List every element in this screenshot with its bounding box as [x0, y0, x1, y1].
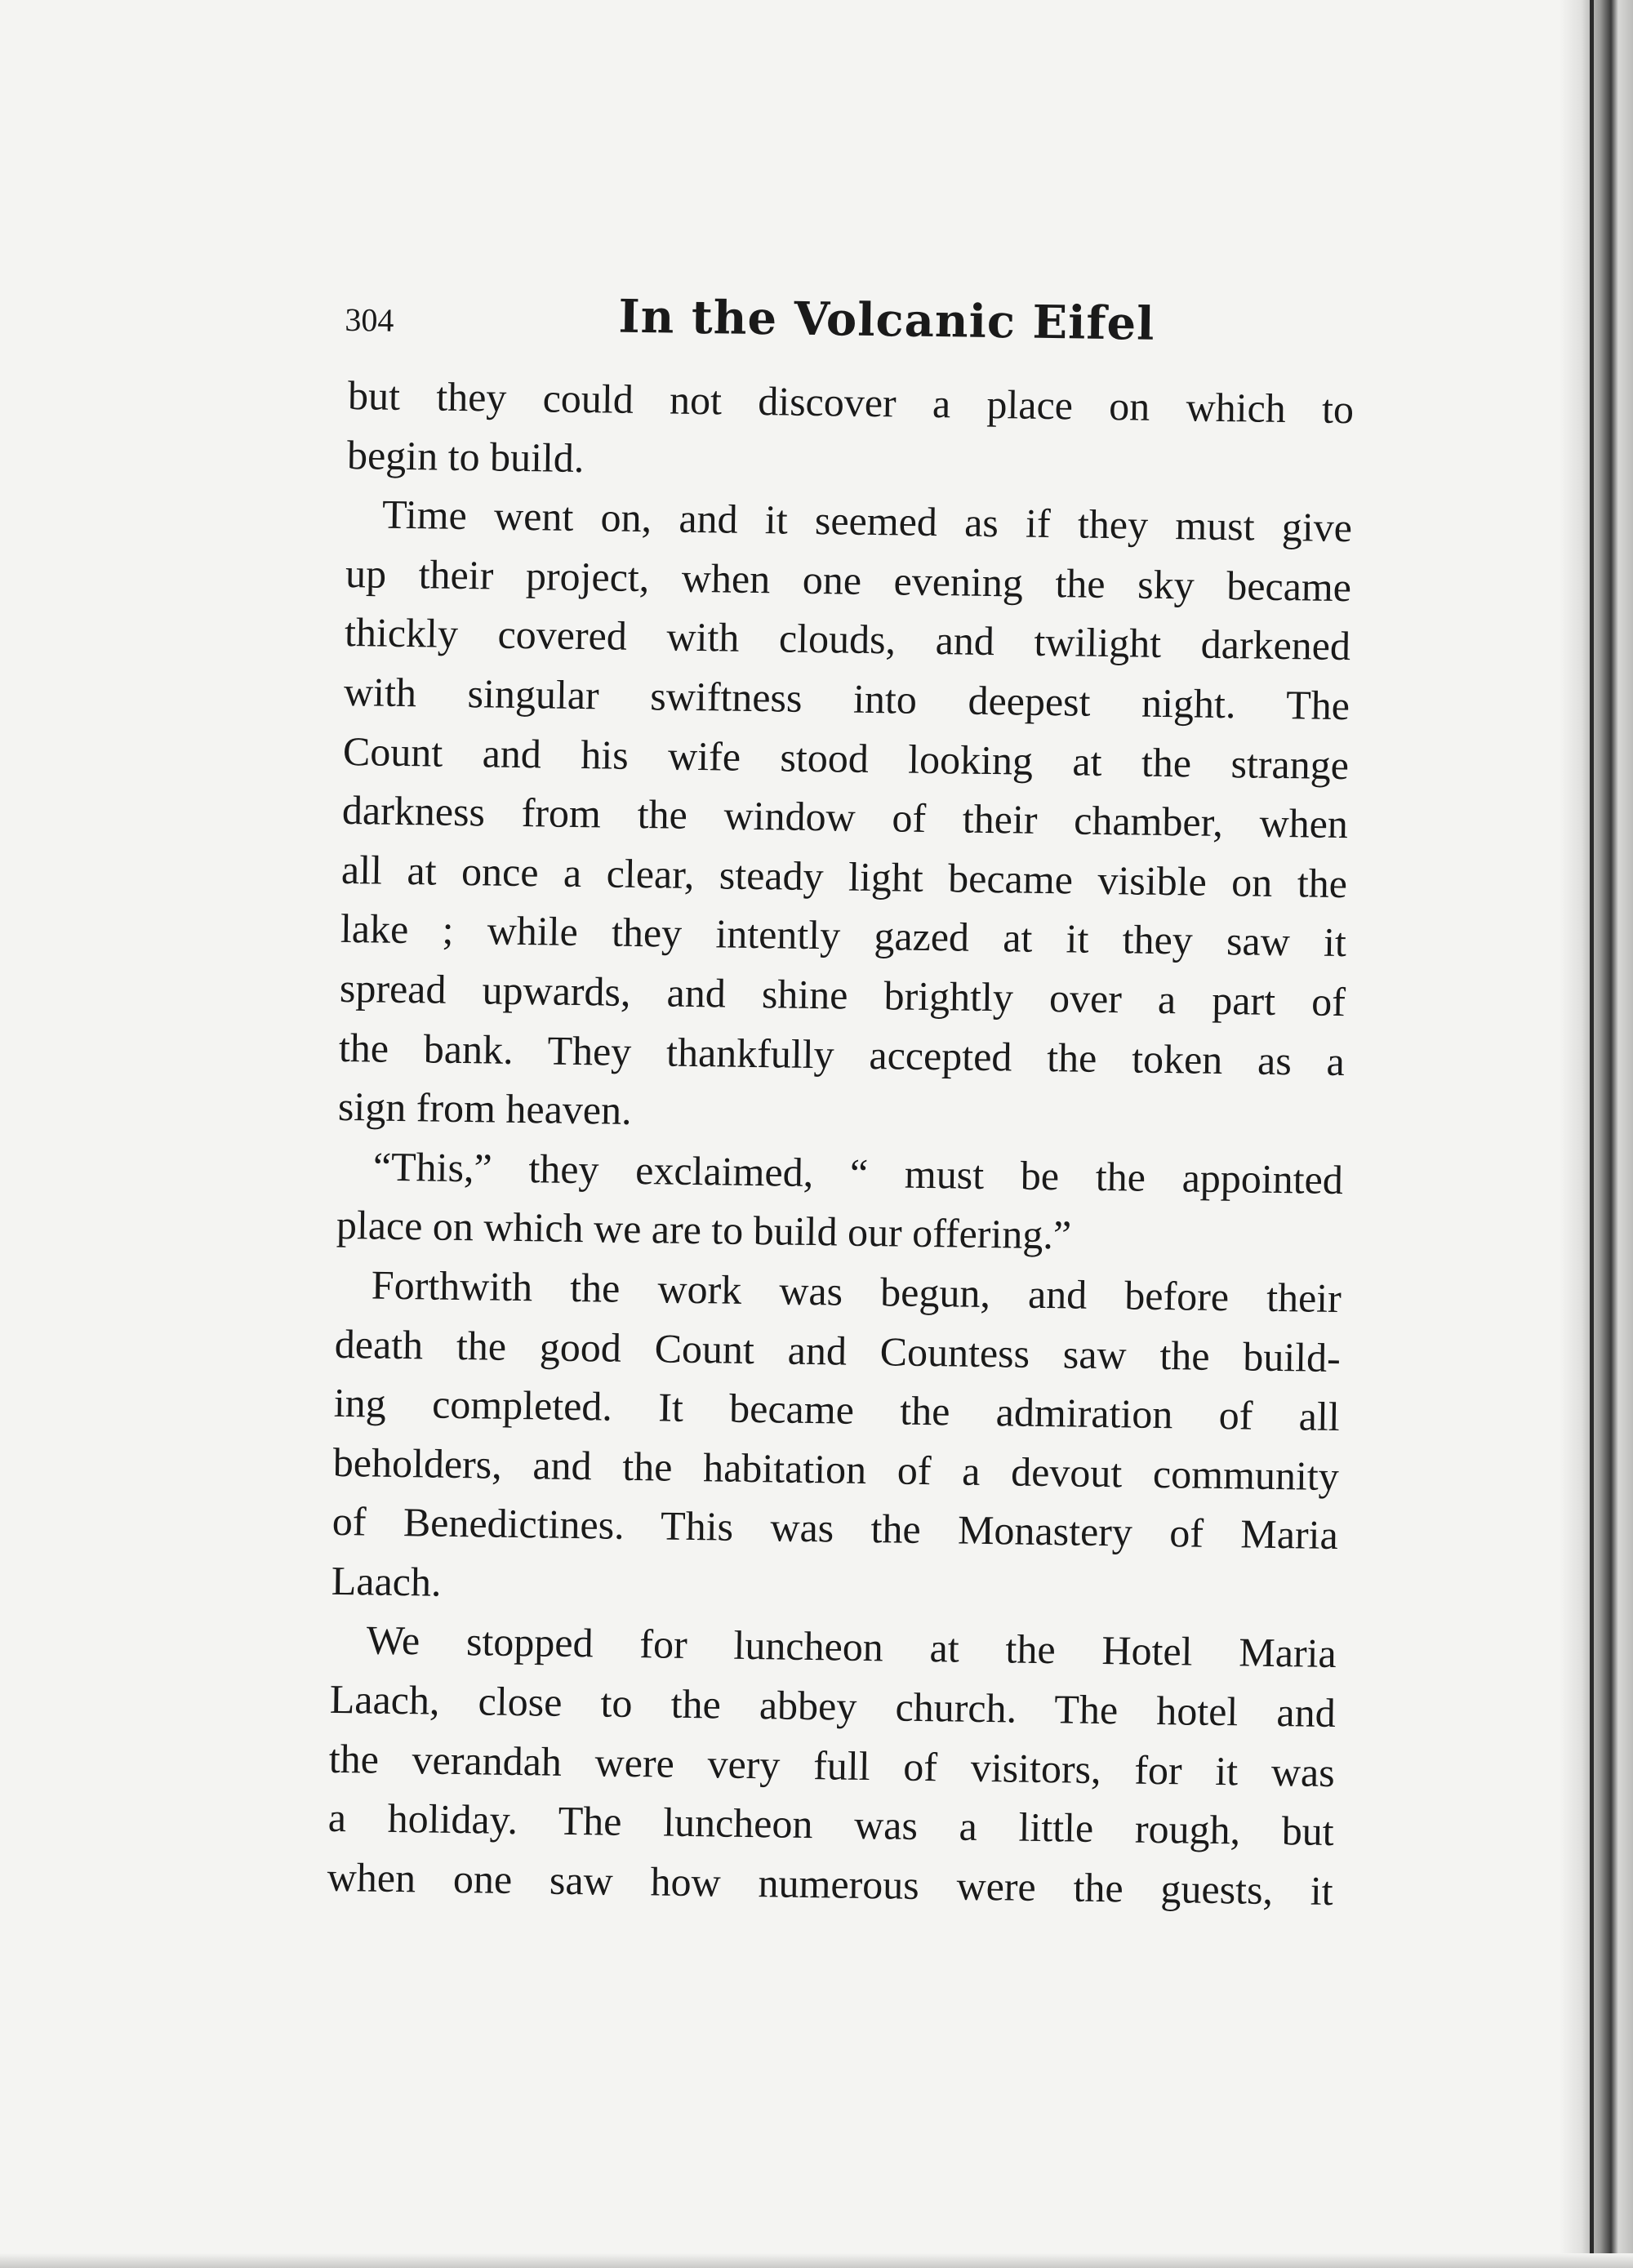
text-line: with singular swiftness into deepest night. The: [343, 668, 1350, 729]
text-line: thickly covered with clouds, and twilight darkened: [344, 609, 1351, 669]
text-line: Time went on, and it seemed as if they must give: [381, 491, 1353, 551]
text-line: up their project, when one evening the sky became: [345, 549, 1352, 610]
binding-edge: [1590, 0, 1594, 2268]
text-line: begin to build.: [346, 431, 585, 481]
text-line: place on which we are to build our offering.”: [336, 1202, 1072, 1258]
text-line: sign from heaven.: [337, 1083, 632, 1134]
body-text: [327, 366, 1354, 1920]
page-number: 304: [345, 300, 394, 339]
text-line: spread upwards, and shine brightly over a part of: [339, 964, 1346, 1025]
text-line: beholders, and the habitation of a devout community: [332, 1439, 1340, 1499]
text-line: death the good Count and Countess saw the build-: [334, 1320, 1342, 1381]
text-line: but they could not discover a place on which to: [347, 371, 1355, 433]
text-line: the bank. They thankfully accepted the token as a: [338, 1024, 1346, 1084]
book-binding-shadow: [1560, 0, 1633, 2268]
text-line: lake ; while they intently gazed at it they saw it: [340, 905, 1347, 966]
text-line: “This,” they exclaimed, “ must be the appointed: [372, 1143, 1344, 1203]
text-line: ing completed. It became the admiration of all: [333, 1379, 1341, 1440]
running-title: In the Volcanic Eifel: [618, 289, 1155, 351]
book-page: [327, 286, 1355, 1920]
text-line: We stopped for luncheon at the Hotel Maria: [366, 1617, 1337, 1677]
text-line: Laach, close to the abbey church. The hotel and: [329, 1675, 1337, 1737]
text-line: of Benedictines. This was the Monastery of Maria: [331, 1498, 1339, 1559]
page-bottom-edge: [0, 2253, 1633, 2268]
text-line: Forthwith the work was begun, and before their: [371, 1261, 1342, 1321]
text-line: Laach.: [331, 1557, 442, 1605]
text-line: all at once a clear, steady light became visible on the: [340, 846, 1348, 906]
text-line: darkness from the window of their chamber, when: [341, 787, 1349, 847]
text-line: the verandah were very full of visitors, for it was: [328, 1735, 1336, 1795]
text-line: Count and his wife stood looking at the strange: [342, 727, 1350, 788]
text-line: when one saw how numerous were the guests, it: [327, 1853, 1334, 1914]
page-header: [345, 286, 1355, 365]
text-line: a holiday. The luncheon was a little rough, but: [327, 1794, 1335, 1855]
